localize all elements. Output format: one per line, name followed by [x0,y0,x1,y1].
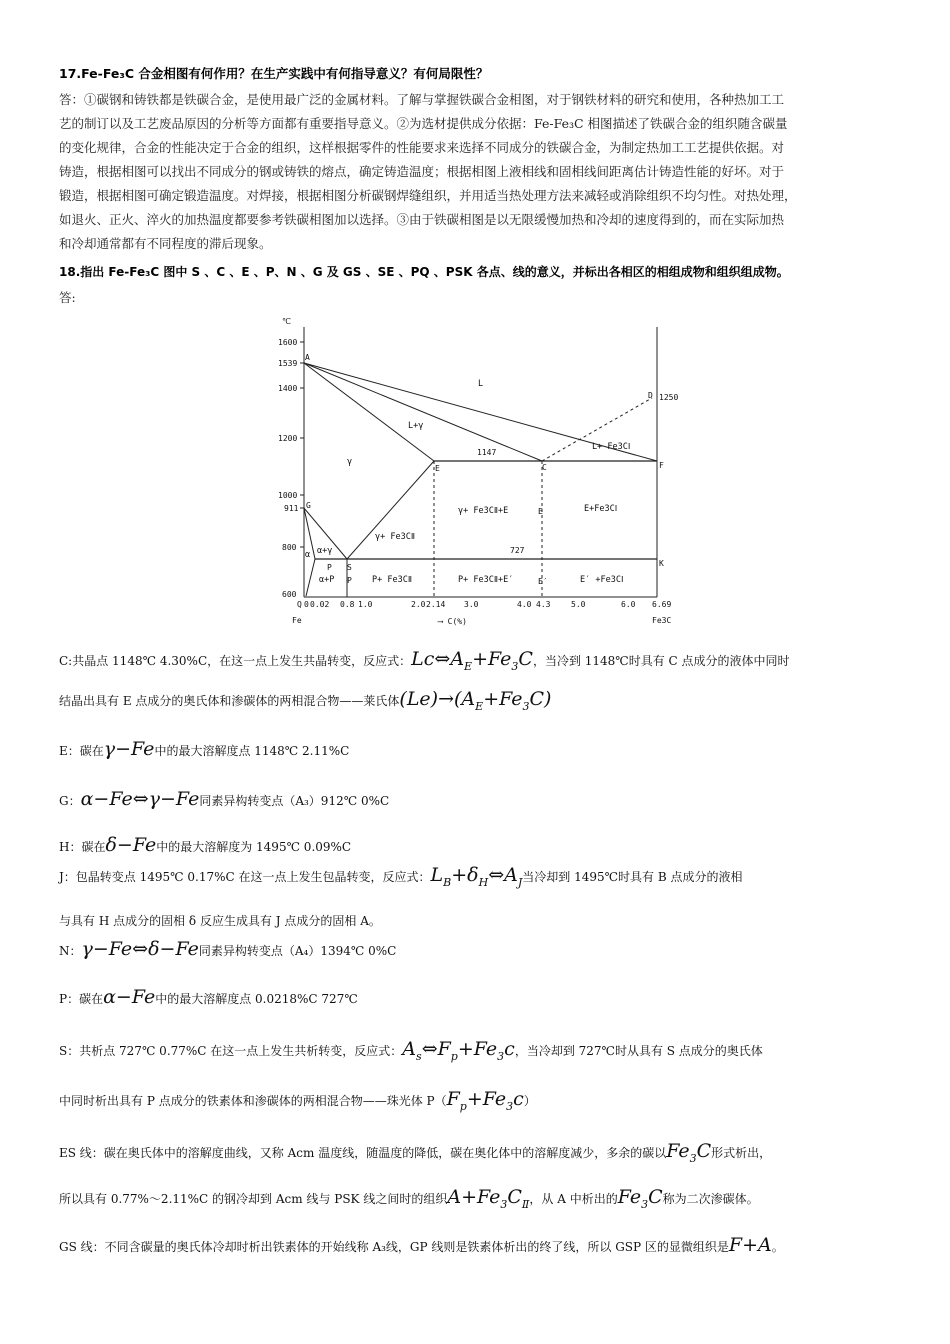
y-tick-label: 1539 [278,359,298,368]
fe-fe3c-phase-diagram [272,308,692,636]
point-s-label: S [347,563,352,572]
item-s-text: ，当冷却到 727℃时从具有 S 点成分的奥氏体 [514,1044,763,1058]
region-l-gamma-label: L+γ [408,421,424,431]
point-e-label: E [435,464,440,473]
item-es-equation: $Fe_3C$ [666,1140,712,1165]
item-h [59,834,920,856]
x-tick-label: 2.0 [411,600,426,609]
x-origin-label: Q [297,600,302,609]
y-tick-label: 800 [282,543,297,552]
region-gamma-label: γ [347,457,353,467]
item-h-equation: δ−Fe [105,834,157,856]
point-d-label: D [648,391,653,400]
x-tick-label: 6.0 [621,600,636,609]
item-e-text: 中的最大溶解度点 1148℃ 2.11%C [154,744,350,758]
q17-title: 17.Fe-Fe₃C 合金相图有何作用？在生产实践中有何指导意义？有何局限性？ [59,66,489,81]
item-e-equation: γ−Fe [103,738,155,760]
item-es-text: ，从 A 中析出的 [529,1192,618,1206]
q18-title: 18.指出 Fe-Fe₃C 图中 S 、C 、E 、P、N 、G 及 GS 、SE 、PQ 、PSK 各点、线的意义，并标出各相区的相组成物和组织组成物。 [59,265,789,279]
item-s-label: S：共析点 727℃ 0.77%C 在这一点上发生共析转变，反应式： [59,1044,403,1058]
temp-1250-label: 1250 [659,393,679,402]
item-n-text: 同素异构转变点（A₄）1394℃ 0%C [198,944,397,958]
item-c [59,648,920,673]
item-h-text: 中的最大溶解度为 1495℃ 0.09%C [156,840,352,854]
region-gamma-fe3c-e-label: γ+ Fe3CⅡ+E [458,506,509,516]
x-axis-label: ⟶ C(%) [438,617,467,626]
item-gs-text: GS 线：不同含碳量的奥氏体冷却时析出铁素体的开始线称 A₃线，GP 线则是铁素体析出的终了线，所以 GSP 区的显微组织是 [59,1240,729,1254]
temp-727-label: 727 [510,546,525,555]
item-e-label: E：碳在 [59,744,104,758]
point-g-label: G [306,501,311,510]
item-g-label: G： [59,794,81,808]
x-tick-label: 3.0 [464,600,479,609]
item-p-label: P：碳在 [59,992,104,1006]
item-gs-equation: F+A [728,1234,772,1256]
item-j-cont: 与具有 H 点成分的固相 δ 反应生成具有 J 点成分的固相 A。 [59,914,381,928]
item-gs-text: 。 [771,1240,784,1254]
point-e-label: E [538,507,543,516]
item-g-equation: α−Fe⇔γ−Fe [80,788,200,810]
y-tick-label: 911 [284,504,299,513]
y-tick-label: 1600 [278,338,298,347]
x-tick-label: 1.0 [358,600,373,609]
point-e-prime-label: E′ [538,577,548,586]
item-n-equation: γ−Fe⇔δ−Fe [81,938,199,960]
item-s-equation: $A_s\Leftrightarrow F_p+Fe_3c$ [402,1038,515,1063]
x-tick-label: 0.02 [310,600,330,609]
region-gamma-fe3cii-label: γ+ Fe3CⅡ [375,532,416,542]
item-c-label: C: [59,654,73,668]
item-p [59,986,920,1008]
region-alpha-label: α [305,550,311,560]
item-es-text: 所以具有 0.77%～2.11%C 的钢冷却到 Acm 线与 PSK 线之间时的组织 [59,1192,448,1206]
item-es-equation-2: $A+Fe_3C_Ⅱ$ [447,1186,530,1211]
region-l-fe3c-label: L+ Fe3CⅠ [592,442,631,452]
q17-answer-line: 答：①碳钢和铸铁都是铁碳合金，是使用最广泛的金属材料。了解与掌握铁碳合金相图，对于钢铁材料的研究和使用，各种热加工工 [59,92,785,107]
item-c-equation: $Lc\Leftrightarrow A_E+Fe_3C$ [411,648,533,673]
region-alpha-gamma-label: α+γ [317,546,333,556]
region-alpha-p-label: α+P [319,575,335,585]
item-c-text: ，当冷到 1148℃时具有 C 点成分的液体中同时 [532,654,790,668]
q17-answer-line: 艺的制订以及工艺废品原因的分析等方面都有重要指导意义。②为选材提供成分依据：Fe-Fe₃C 相图描述了铁碳合金的组织随含碳量 [59,116,788,131]
item-e [59,738,920,760]
x-tick-label: 0.8 [340,600,355,609]
q17-answer-line: 的变化规律，合金的性能决定于合金的组织，这样根据零件的性能要求来选择不同成分的铁碳合金，为制定热加工工艺提供依据。对 [59,140,785,155]
point-a-label: A [305,353,310,362]
x-tick-label: 6.69 [652,600,672,609]
temp-1147-label: 1147 [477,448,497,457]
item-g [59,788,920,810]
item-es-text: 形式析出， [711,1146,772,1160]
item-j-equation: $L_B+\delta_H\Leftrightarrow A_J$ [430,864,523,889]
x-tick-label: 4.0 [517,600,532,609]
item-es-text: 称为二次渗碳体。 [662,1192,759,1206]
item-c-cont [59,688,920,713]
item-es-cont [59,1186,920,1211]
region-l-label: L [478,379,484,389]
q17-answer-line: 铸造，根据相图可以找出不同成分的钢或铸铁的熔点，确定铸造温度；根据相图上液相线和固相线间距离估计铸造性能的好坏。对于 [59,164,785,179]
item-j-label: J：包晶转变点 1495℃ 0.17%C 在这一点上发生包晶转变，反应式： [59,870,431,884]
x-tick-label: 0 [304,600,309,609]
x-left-label: Fe [292,616,302,625]
item-c-text: 共晶点 1148℃ 4.30%C，在这一点上发生共晶转变，反应式： [72,654,412,668]
item-s-text: 中同时析出具有 P 点成分的铁素体和渗碳体的两相混合物——珠光体 P（ [59,1094,447,1108]
item-s-text: ） [523,1094,536,1108]
item-c-equation-2: $(Le)\to(A_E+Fe_3C)$ [399,688,552,713]
q17-answer-line: 如退火、正火、淬火的加热温度都要参考铁碳相图加以选择。③由于铁碳相图是以无限缓慢加热和冷却的速度得到的，而在实际加热 [59,212,785,227]
x-right-label: Fe3C [652,616,672,625]
item-es [59,1140,920,1165]
item-j [59,864,920,889]
point-p-label: P [347,576,352,585]
point-p-label: P [327,563,332,572]
q18-answer-label: 答: [59,290,76,305]
item-s [59,1038,920,1063]
y-tick-label: 600 [282,590,297,599]
region-p-fe3cii-e-label: P+ Fe3CⅡ+E′ [458,575,514,585]
y-unit-label: ℃ [282,317,291,326]
point-f-label: F [659,461,664,470]
y-tick-label: 1400 [278,384,298,393]
item-n [59,938,920,960]
item-gs [59,1234,920,1256]
y-tick-label: 1000 [278,491,298,500]
q17-answer-line: 锻造，根据相图可确定锻造温度。对焊接，根据相图分析碳钢焊缝组织，并用适当热处理方法来减轻或消除组织不均匀性。对热处理， [59,188,797,203]
region-e-fe3c-label: E+Fe3CⅠ [584,504,618,514]
item-s-cont [59,1088,920,1113]
item-p-text: 中的最大溶解度点 0.0218%C 727℃ [155,992,358,1006]
point-c-label: C [542,463,547,472]
item-n-label: N： [59,944,82,958]
x-tick-label: 2.14 [426,600,446,609]
point-k-label: K [659,559,664,568]
item-es-text: ES 线：碳在奥氏体中的溶解度曲线，又称 Acm 温度线，随温度的降低，碳在奥化体中的溶解度减少，多余的碳以 [59,1146,667,1160]
y-tick-label: 1200 [278,434,298,443]
item-p-equation: α−Fe [103,986,156,1008]
item-j-text: 当冷却到 1495℃时具有 B 点成分的液相 [522,870,743,884]
item-c-text: 结晶出具有 E 点成分的奥氏体和渗碳体的两相混合物——莱氏体 [59,694,400,708]
x-tick-label: 5.0 [571,600,586,609]
item-s-equation-2: $F_p+Fe_3c$ [446,1088,524,1113]
region-p-fe3cii-label: P+ Fe3CⅡ [372,575,413,585]
item-g-text: 同素异构转变点（A₃）912℃ 0%C [199,794,390,808]
item-h-label: H：碳在 [59,840,106,854]
q17-answer-line: 和冷却通常都有不同程度的滞后现象。 [59,236,272,251]
region-e-prime-fe3c-label: E′ +Fe3CⅠ [580,575,624,585]
item-es-equation-3: $Fe_3C$ [617,1186,663,1211]
x-tick-label: 4.3 [536,600,551,609]
